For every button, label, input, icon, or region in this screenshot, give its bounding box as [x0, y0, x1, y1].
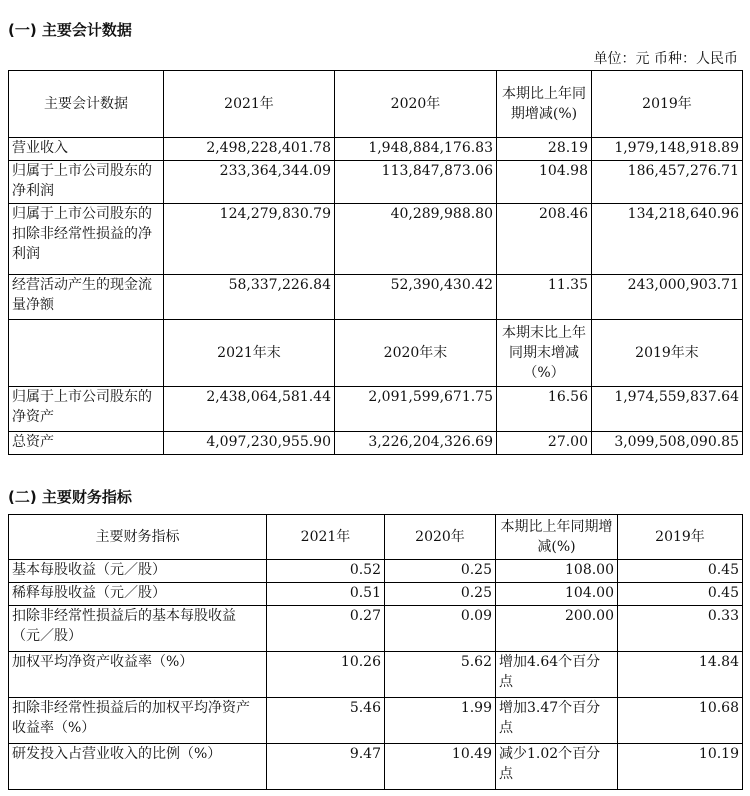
table-row — [9, 698, 743, 744]
value-cell: 10.49 — [385, 744, 496, 790]
row-label: 归属于上市公司股东的净资产 — [9, 387, 164, 432]
table-row — [9, 560, 743, 583]
table-row — [9, 744, 743, 790]
value-cell: 2,091,599,671.75 — [335, 387, 497, 432]
change-cell: 减少1.02个百分点 — [496, 744, 618, 790]
unit-currency-note: 单位：元 币种：人民币 — [593, 51, 738, 67]
header-cell: 2021年 — [164, 71, 335, 138]
value-cell: 52,390,430.42 — [335, 275, 497, 320]
header-cell: 本期末比上年同期末增减（%） — [497, 320, 592, 387]
value-cell: 104.98 — [497, 161, 592, 204]
table-header-row — [9, 71, 743, 138]
header-cell: 主要财务指标 — [9, 515, 267, 560]
table-row — [9, 204, 743, 275]
row-label: 加权平均净资产收益率（%） — [9, 652, 267, 698]
change-cell: 增加4.64个百分点 — [496, 652, 618, 698]
value-cell: 186,457,276.71 — [592, 161, 743, 204]
value-cell: 124,279,830.79 — [164, 204, 335, 275]
value-cell: 0.45 — [618, 560, 743, 583]
header-cell: 本期比上年同期增减(%) — [497, 71, 592, 138]
row-label: 扣除非经常性损益后的加权平均净资产收益率（%） — [9, 698, 267, 744]
header-cell: 2020年 — [385, 515, 496, 560]
row-label: 扣除非经常性损益后的基本每股收益（元／股） — [9, 606, 267, 652]
value-cell: 14.84 — [618, 652, 743, 698]
value-cell: 2,498,228,401.78 — [164, 138, 335, 161]
value-cell: 208.46 — [497, 204, 592, 275]
value-cell: 243,000,903.71 — [592, 275, 743, 320]
section-title-financial-indicators: (二) 主要财务指标 — [8, 488, 132, 506]
header-cell: 2020年 — [335, 71, 497, 138]
header-cell — [9, 320, 164, 387]
value-cell: 233,364,344.09 — [164, 161, 335, 204]
value-cell: 58,337,226.84 — [164, 275, 335, 320]
value-cell: 5.62 — [385, 652, 496, 698]
row-label: 总资产 — [9, 432, 164, 455]
section-title-accounting-data: (一) 主要会计数据 — [8, 21, 132, 39]
value-cell: 5.46 — [267, 698, 385, 744]
value-cell: 3,226,204,326.69 — [335, 432, 497, 455]
value-cell: 113,847,873.06 — [335, 161, 497, 204]
value-cell: 0.51 — [267, 583, 385, 606]
value-cell: 11.35 — [497, 275, 592, 320]
row-label: 基本每股收益（元／股） — [9, 560, 267, 583]
row-label: 归属于上市公司股东的扣除非经常性损益的净利润 — [9, 204, 164, 275]
value-cell: 0.25 — [385, 560, 496, 583]
value-cell: 200.00 — [496, 606, 618, 652]
table-row — [9, 583, 743, 606]
header-cell: 2021年末 — [164, 320, 335, 387]
table-header-row — [9, 515, 743, 560]
value-cell: 28.19 — [497, 138, 592, 161]
value-cell: 40,289,988.80 — [335, 204, 497, 275]
value-cell: 108.00 — [496, 560, 618, 583]
value-cell: 16.56 — [497, 387, 592, 432]
value-cell: 2,438,064,581.44 — [164, 387, 335, 432]
table-subheader-row — [9, 320, 743, 387]
header-cell: 2019年 — [618, 515, 743, 560]
value-cell: 1,979,148,918.89 — [592, 138, 743, 161]
table-row — [9, 275, 743, 320]
value-cell: 10.68 — [618, 698, 743, 744]
header-cell: 2021年 — [267, 515, 385, 560]
value-cell: 0.33 — [618, 606, 743, 652]
value-cell: 0.27 — [267, 606, 385, 652]
value-cell: 4,097,230,955.90 — [164, 432, 335, 455]
row-label: 研发投入占营业收入的比例（%） — [9, 744, 267, 790]
value-cell: 1,974,559,837.64 — [592, 387, 743, 432]
change-cell: 增加3.47个百分点 — [496, 698, 618, 744]
table-row — [9, 161, 743, 204]
value-cell: 10.19 — [618, 744, 743, 790]
financial-indicators-table — [8, 514, 743, 790]
value-cell: 134,218,640.96 — [592, 204, 743, 275]
header-cell: 本期比上年同期增减(%) — [496, 515, 618, 560]
row-label: 归属于上市公司股东的净利润 — [9, 161, 164, 204]
value-cell: 3,099,508,090.85 — [592, 432, 743, 455]
value-cell: 0.45 — [618, 583, 743, 606]
value-cell: 27.00 — [497, 432, 592, 455]
table-row — [9, 432, 743, 455]
row-label: 经营活动产生的现金流量净额 — [9, 275, 164, 320]
value-cell: 10.26 — [267, 652, 385, 698]
header-cell: 2019年 — [592, 71, 743, 138]
header-cell: 主要会计数据 — [9, 71, 164, 138]
value-cell: 1,948,884,176.83 — [335, 138, 497, 161]
value-cell: 104.00 — [496, 583, 618, 606]
table-row — [9, 606, 743, 652]
header-cell: 2020年末 — [335, 320, 497, 387]
row-label: 稀释每股收益（元／股） — [9, 583, 267, 606]
table-row — [9, 652, 743, 698]
value-cell: 0.52 — [267, 560, 385, 583]
accounting-data-table — [8, 70, 743, 455]
row-label: 营业收入 — [9, 138, 164, 161]
value-cell: 9.47 — [267, 744, 385, 790]
value-cell: 0.25 — [385, 583, 496, 606]
header-cell: 2019年末 — [592, 320, 743, 387]
table-row — [9, 138, 743, 161]
value-cell: 0.09 — [385, 606, 496, 652]
table-row — [9, 387, 743, 432]
value-cell: 1.99 — [385, 698, 496, 744]
